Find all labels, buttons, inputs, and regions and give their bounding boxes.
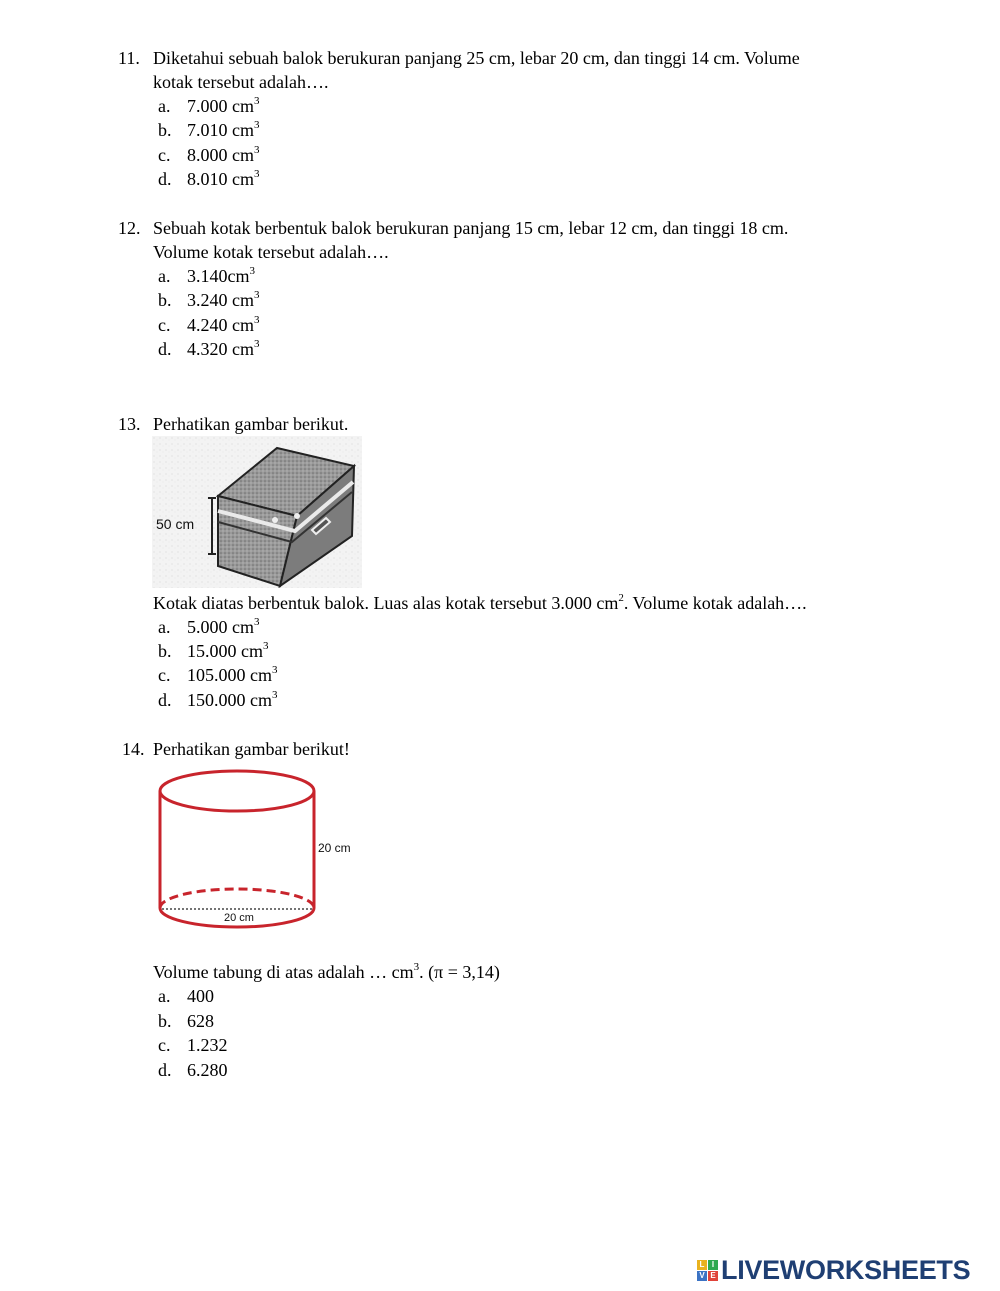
q14-text-a: Volume tabung di atas adalah … cm bbox=[153, 962, 414, 982]
cylinder-figure bbox=[150, 766, 365, 938]
option-value: 3.140cm bbox=[187, 266, 250, 286]
option-label: c. bbox=[158, 1035, 171, 1055]
option-value: 8.010 cm bbox=[187, 169, 254, 189]
q11-text-line2: kotak tersebut adalah…. bbox=[153, 72, 329, 92]
option-sup: 3 bbox=[254, 314, 260, 326]
suitcase-figure bbox=[152, 436, 362, 588]
q13-text-a: Kotak diatas berbentuk balok. Luas alas kotak tersebut 3.000 cm bbox=[153, 593, 619, 613]
option-value: 5.000 cm bbox=[187, 617, 254, 637]
q13-number: 13. bbox=[118, 414, 141, 434]
logo-letter: I bbox=[708, 1260, 718, 1270]
q12-number: 12. bbox=[118, 218, 141, 238]
option-label: d. bbox=[158, 339, 172, 359]
option-value: 6.280 bbox=[187, 1060, 228, 1080]
option-sup: 3 bbox=[254, 616, 260, 628]
q13-text bbox=[153, 591, 807, 615]
logo-text: LIVEWORKSHEETS bbox=[721, 1255, 971, 1285]
option-label: b. bbox=[158, 641, 172, 661]
logo-letter: L bbox=[697, 1260, 707, 1270]
option-value: 7.000 cm bbox=[187, 96, 254, 116]
option-label: a. bbox=[158, 266, 171, 286]
cylinder-height-label: 20 cm bbox=[318, 841, 351, 855]
suitcase-corner bbox=[294, 513, 300, 519]
logo-mark bbox=[697, 1260, 718, 1281]
option-label: a. bbox=[158, 986, 171, 1006]
option-value: 105.000 cm bbox=[187, 665, 272, 685]
q14-number: 14. bbox=[122, 739, 145, 759]
q11-number: 11. bbox=[118, 48, 140, 68]
option-sup: 3 bbox=[249, 265, 255, 277]
option-label: c. bbox=[158, 665, 171, 685]
cylinder-top-ellipse bbox=[160, 771, 314, 811]
option-sup: 3 bbox=[254, 338, 260, 350]
q13-text-sup: 2 bbox=[618, 592, 624, 604]
option-sup: 3 bbox=[263, 640, 269, 652]
q14-intro: Perhatikan gambar berikut! bbox=[153, 739, 350, 759]
suitcase-corner bbox=[272, 517, 278, 523]
logo-letter: E bbox=[708, 1271, 718, 1281]
option-label: a. bbox=[158, 96, 171, 116]
suitcase-height-label: 50 cm bbox=[156, 516, 195, 532]
option-label: b. bbox=[158, 1011, 172, 1031]
q13-text-b: . Volume kotak adalah…. bbox=[623, 593, 807, 613]
option-value: 4.240 cm bbox=[187, 315, 254, 335]
option-sup: 3 bbox=[254, 168, 260, 180]
liveworksheets-logo[interactable] bbox=[697, 1255, 970, 1285]
option-label: d. bbox=[158, 1060, 172, 1080]
option-label: d. bbox=[158, 169, 172, 189]
q12-text-line1: Sebuah kotak berbentuk balok berukuran panjang 15 cm, lebar 12 cm, dan tinggi 18 cm. bbox=[153, 218, 789, 238]
option-label: c. bbox=[158, 145, 171, 165]
option-label: b. bbox=[158, 120, 172, 140]
q14-text bbox=[153, 960, 500, 984]
q14-text-b: . (π = 3,14) bbox=[419, 962, 500, 982]
option-value: 400 bbox=[187, 986, 214, 1006]
option-sup: 3 bbox=[272, 689, 278, 701]
option-value: 628 bbox=[187, 1011, 214, 1031]
option-label: d. bbox=[158, 690, 172, 710]
option-sup: 3 bbox=[254, 144, 260, 156]
logo-letter: V bbox=[697, 1271, 707, 1281]
option-value: 7.010 cm bbox=[187, 120, 254, 140]
q12-text-line2: Volume kotak tersebut adalah…. bbox=[153, 242, 389, 262]
option-value: 150.000 cm bbox=[187, 690, 272, 710]
option-label: c. bbox=[158, 315, 171, 335]
option-label: b. bbox=[158, 290, 172, 310]
option-value: 1.232 bbox=[187, 1035, 228, 1055]
option-value: 8.000 cm bbox=[187, 145, 254, 165]
option-sup: 3 bbox=[254, 119, 260, 131]
q14-text-sup: 3 bbox=[413, 961, 420, 973]
option-sup: 3 bbox=[254, 95, 260, 107]
option-value: 4.320 cm bbox=[187, 339, 254, 359]
option-value: 15.000 cm bbox=[187, 641, 263, 661]
option-sup: 3 bbox=[272, 664, 278, 676]
option-sup: 3 bbox=[254, 289, 260, 301]
cylinder-bottom-back bbox=[160, 889, 314, 908]
q11-text-line1: Diketahui sebuah balok berukuran panjang 25 cm, lebar 20 cm, dan tinggi 14 cm. Volume bbox=[153, 48, 800, 68]
option-label: a. bbox=[158, 617, 171, 637]
cylinder-diameter-label: 20 cm bbox=[224, 912, 254, 924]
option-value: 3.240 cm bbox=[187, 290, 254, 310]
q13-intro: Perhatikan gambar berikut. bbox=[153, 414, 349, 434]
